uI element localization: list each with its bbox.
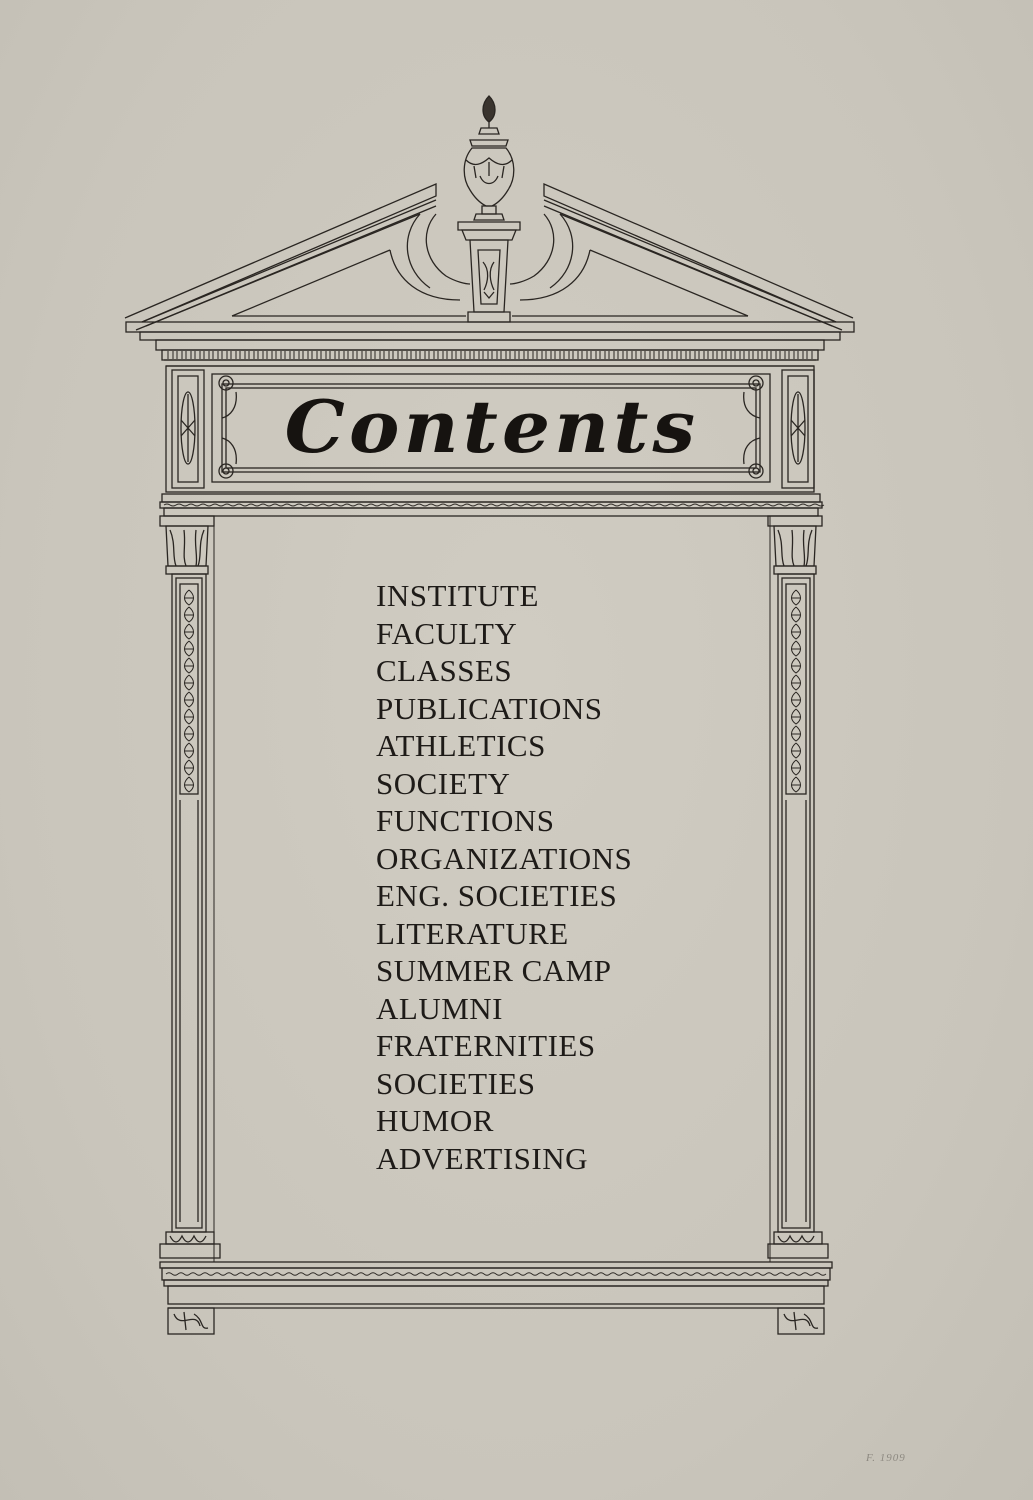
urn-finial-icon [458,96,520,322]
contents-entry[interactable]: PUBLICATIONS [376,690,603,726]
pediment-right [510,184,853,330]
contents-entry[interactable]: FUNCTIONS [376,803,555,838]
contents-entry[interactable]: HUMOR [376,1103,494,1138]
contents-entry[interactable]: SUMMER CAMP [376,953,612,988]
contents-entry[interactable]: ORGANIZATIONS [376,840,633,876]
page-footnote: F. 1909 [866,1452,906,1464]
contents-entry[interactable]: ADVERTISING [376,1140,589,1176]
contents-entry[interactable]: ALUMNI [376,990,503,1026]
dentil-row [168,351,812,359]
contents-entry[interactable]: ATHLETICS [376,728,546,763]
contents-entry[interactable]: LITERATURE [376,915,569,951]
page-title: Contents [284,383,700,469]
pediment-left [125,184,470,330]
contents-entry[interactable]: SOCIETIES [376,1065,536,1101]
contents-entry[interactable]: FRATERNITIES [376,1028,596,1063]
contents-entry[interactable]: CLASSES [376,653,513,688]
contents-entry[interactable]: SOCIETY [376,765,511,801]
frieze-band [160,494,824,516]
base-plinth [160,1262,832,1334]
entablature [126,322,854,366]
left-column [160,516,220,1258]
contents-list [376,577,632,1177]
right-column [768,516,828,1258]
contents-entry[interactable]: FACULTY [376,615,518,651]
contents-entry[interactable]: ENG. SOCIETIES [376,878,618,913]
contents-entry[interactable]: INSTITUTE [376,578,539,613]
